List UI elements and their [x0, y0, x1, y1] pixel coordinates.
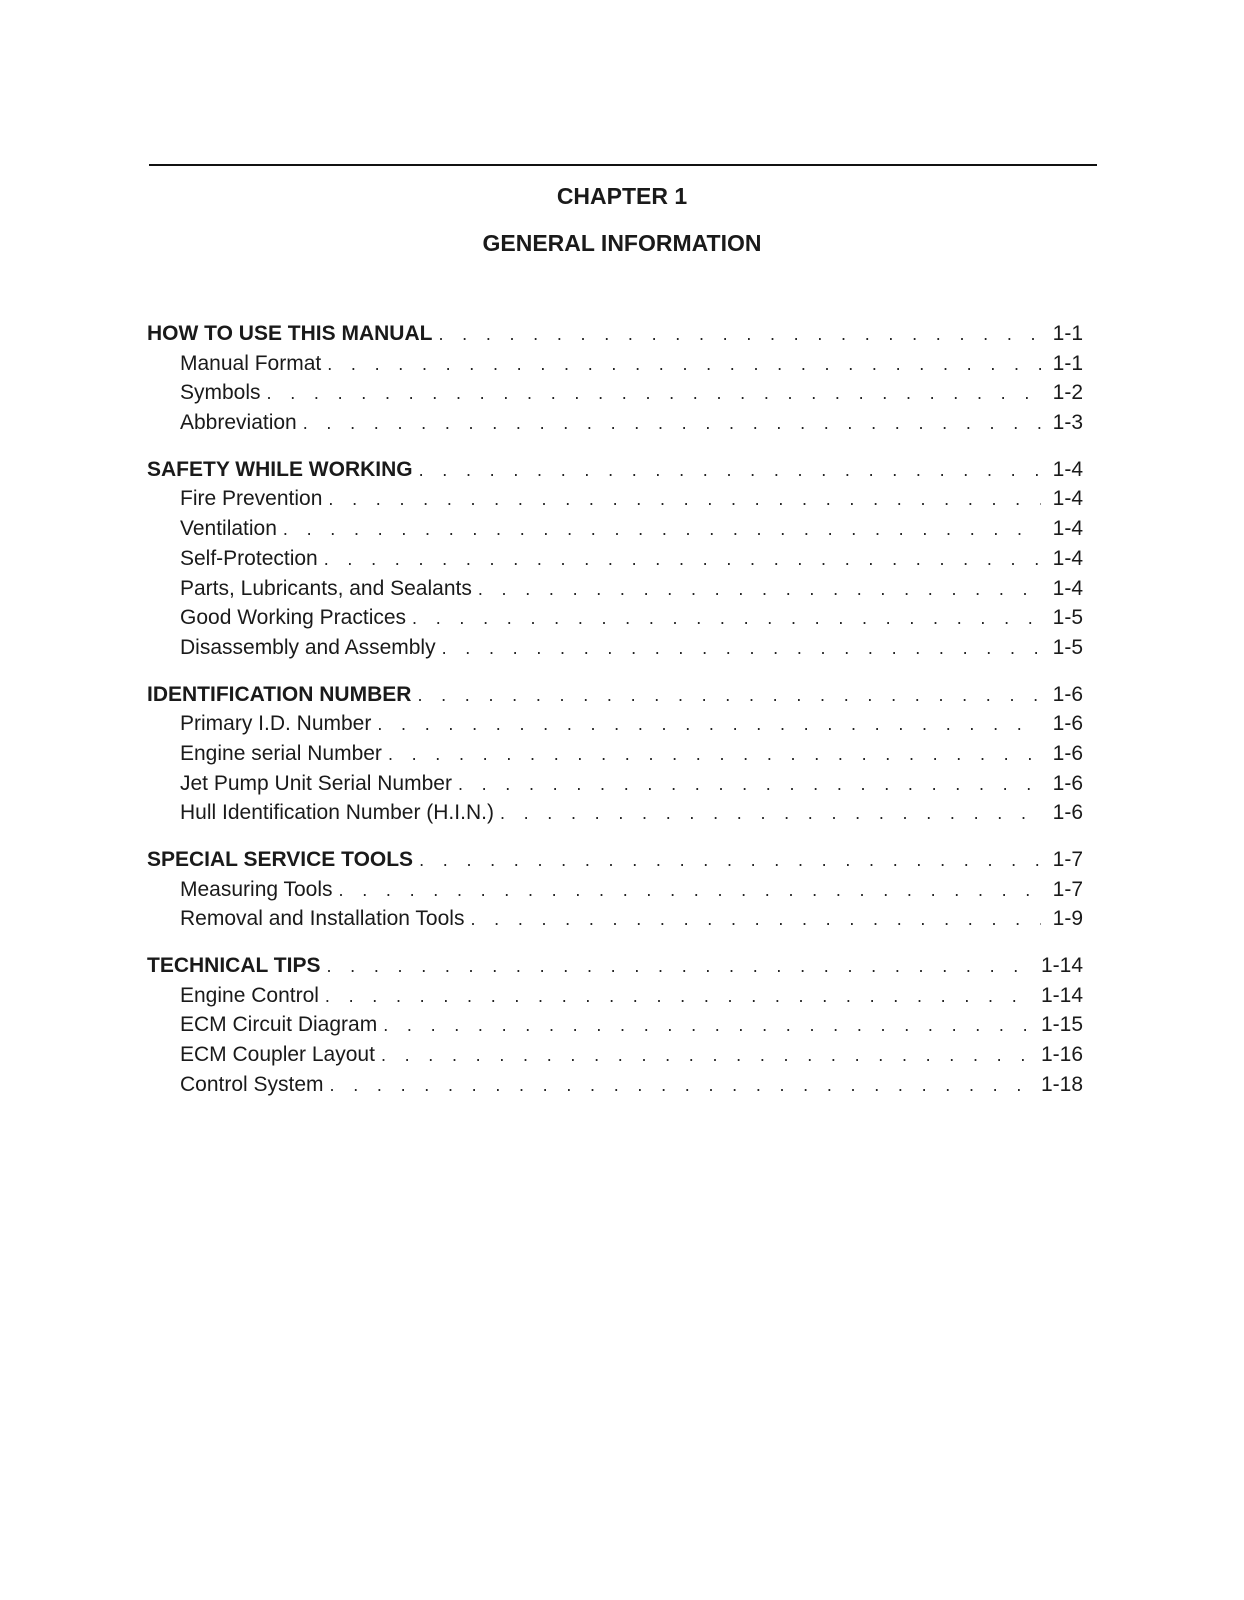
- dot-leader: [388, 740, 1041, 770]
- dot-leader: [419, 846, 1041, 876]
- toc-entry-row[interactable]: [147, 875, 1083, 905]
- toc-page-number: 1-3: [1052, 411, 1083, 435]
- toc-entry-label: Disassembly and Assembly: [180, 635, 436, 659]
- toc-page-number: 1-9: [1052, 907, 1083, 931]
- toc-heading-label: TECHNICAL TIPS: [147, 954, 321, 978]
- toc-page-number: 1-15: [1040, 1013, 1083, 1037]
- dot-leader: [412, 604, 1041, 634]
- toc-entry-row[interactable]: [147, 514, 1083, 544]
- toc-page-number: 1-14: [1040, 954, 1083, 978]
- toc-entry-label: Ventilation: [180, 517, 277, 541]
- toc-entry-row[interactable]: [147, 709, 1083, 739]
- dot-leader: [339, 876, 1041, 906]
- dot-leader: [324, 545, 1041, 575]
- chapter-title: GENERAL INFORMATION: [482, 230, 762, 256]
- toc-entry-row[interactable]: [147, 904, 1083, 934]
- toc-heading-row[interactable]: [147, 319, 1083, 349]
- toc-entry-label: Primary I.D. Number: [180, 712, 372, 736]
- dot-leader: [438, 320, 1041, 350]
- toc-entry-label: Parts, Lubricants, and Sealants: [180, 576, 472, 600]
- toc-entry-label: Symbols: [180, 381, 261, 405]
- toc-page-number: 1-4: [1052, 576, 1083, 600]
- toc-entry-label: Manual Format: [180, 351, 322, 375]
- toc-entry-label: Hull Identification Number (H.I.N.): [180, 801, 494, 825]
- dot-leader: [470, 905, 1041, 935]
- toc-entry-label: Removal and Installation Tools: [180, 907, 465, 931]
- toc-entry-label: Control System: [180, 1072, 324, 1096]
- toc-entry-row[interactable]: [147, 633, 1083, 663]
- toc-heading-label: SAFETY WHILE WORKING: [147, 457, 413, 481]
- toc-section: [147, 319, 1083, 438]
- toc-heading-label: HOW TO USE THIS MANUAL: [147, 322, 433, 345]
- toc-heading-row[interactable]: [147, 845, 1083, 875]
- toc-entry-row[interactable]: [147, 603, 1083, 633]
- toc-entry-label: Engine serial Number: [180, 741, 382, 765]
- toc-entry-label: Abbreviation: [180, 411, 297, 435]
- toc-entry-row[interactable]: [147, 544, 1083, 574]
- toc-section: [147, 845, 1083, 934]
- toc-entry-row[interactable]: [147, 378, 1083, 408]
- dot-leader: [458, 770, 1041, 800]
- toc-page-number: 1-5: [1052, 635, 1083, 659]
- toc-heading-row[interactable]: [147, 951, 1083, 981]
- chapter-number: CHAPTER 1: [556, 183, 688, 209]
- toc-section: [147, 680, 1083, 828]
- toc-entry-label: ECM Circuit Diagram: [180, 1013, 378, 1037]
- toc-page-number: 1-14: [1040, 983, 1083, 1007]
- toc-heading-row[interactable]: [147, 680, 1083, 710]
- toc-entry-row[interactable]: [147, 1070, 1083, 1100]
- dot-leader: [417, 681, 1041, 711]
- dot-leader: [283, 515, 1041, 545]
- toc-page-number: 1-4: [1052, 546, 1083, 570]
- toc-page-number: 1-6: [1052, 801, 1083, 825]
- dot-leader: [419, 456, 1041, 486]
- dot-leader: [478, 575, 1041, 605]
- dot-leader: [328, 485, 1041, 515]
- toc-heading-label: SPECIAL SERVICE TOOLS: [147, 848, 414, 871]
- toc-page-number: 1-4: [1052, 487, 1083, 511]
- toc-entry-row[interactable]: [147, 739, 1083, 769]
- header-rule: [149, 164, 1097, 166]
- toc-page-number: 1-7: [1052, 877, 1083, 901]
- toc-heading-row[interactable]: [147, 455, 1083, 485]
- toc-entry-label: Self-Protection: [180, 546, 318, 570]
- dot-leader: [326, 952, 1037, 982]
- toc-page-number: 1-6: [1052, 771, 1083, 795]
- toc-section: [147, 455, 1083, 663]
- toc-entry-row[interactable]: [147, 574, 1083, 604]
- toc-entry-row[interactable]: [147, 1010, 1083, 1040]
- dot-leader: [330, 1071, 1037, 1101]
- dot-leader: [383, 1011, 1037, 1041]
- toc-entry-label: ECM Coupler Layout: [180, 1043, 375, 1067]
- toc-page-number: 1-6: [1052, 712, 1083, 736]
- toc-entry-row[interactable]: [147, 981, 1083, 1011]
- toc-entry-row[interactable]: [147, 798, 1083, 828]
- dot-leader: [303, 409, 1041, 439]
- toc-page-number: 1-2: [1052, 381, 1083, 405]
- toc-section: [147, 951, 1083, 1099]
- toc-entry-label: Engine Control: [180, 983, 319, 1007]
- dot-leader: [377, 710, 1041, 740]
- dot-leader: [325, 982, 1037, 1012]
- toc-page-number: 1-5: [1052, 606, 1083, 630]
- toc-page-number: 1-1: [1052, 322, 1083, 345]
- table-of-contents: [147, 319, 1083, 1117]
- toc-entry-label: Jet Pump Unit Serial Number: [180, 771, 452, 795]
- toc-page-number: 1-7: [1052, 848, 1083, 871]
- dot-leader: [442, 634, 1041, 664]
- dot-leader: [500, 799, 1041, 829]
- toc-entry-row[interactable]: [147, 1040, 1083, 1070]
- toc-entry-row[interactable]: [147, 769, 1083, 799]
- toc-page-number: 1-18: [1040, 1072, 1083, 1096]
- toc-entry-row[interactable]: [147, 349, 1083, 379]
- toc-page-number: 1-4: [1052, 517, 1083, 541]
- toc-page-number: 1-1: [1052, 351, 1083, 375]
- toc-entry-label: Good Working Practices: [180, 606, 407, 630]
- dot-leader: [381, 1041, 1037, 1071]
- dot-leader: [267, 379, 1041, 409]
- toc-page-number: 1-4: [1052, 457, 1083, 481]
- toc-page-number: 1-6: [1052, 682, 1083, 706]
- toc-entry-label: Fire Prevention: [180, 487, 323, 511]
- toc-entry-row[interactable]: [147, 484, 1083, 514]
- dot-leader: [327, 350, 1041, 380]
- toc-entry-row[interactable]: [147, 408, 1083, 438]
- toc-entry-label: Measuring Tools: [180, 877, 333, 901]
- toc-page-number: 1-16: [1040, 1043, 1083, 1067]
- toc-heading-label: IDENTIFICATION NUMBER: [147, 682, 412, 706]
- toc-page-number: 1-6: [1052, 741, 1083, 765]
